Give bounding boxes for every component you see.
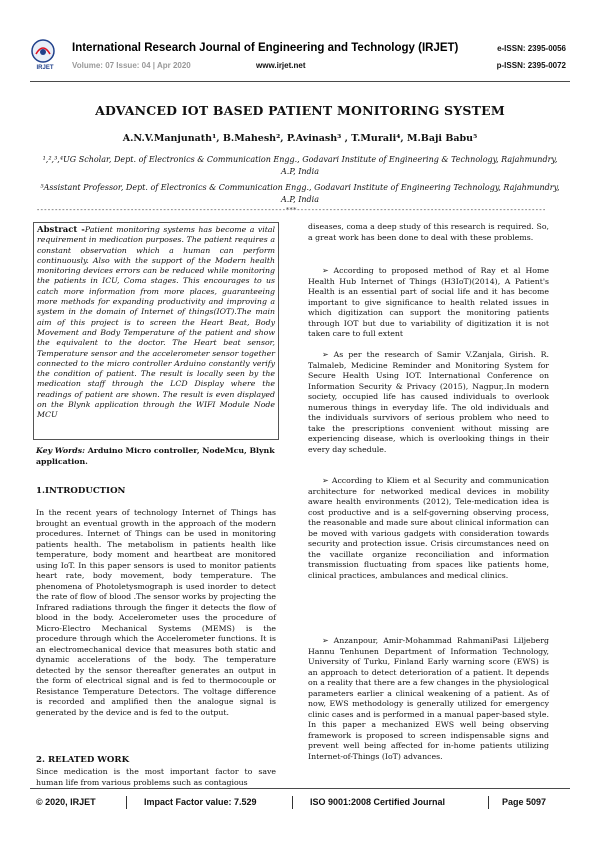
journal-name: International Research Journal of Engineering and Technology (IRJET): [72, 42, 459, 54]
keywords: [36, 446, 276, 467]
related-item-text: Anzanpour, Amir-Mohammad RahmaniPasi Liljeberg Hannu Tenhunen Department of Information Technology, University of Turku, Finland Early warning score (EWS) is an approach to detect deterioration of a patient. It depends on a reality that there are a few changes in the physiological parameters earlier a clinical weakening of a patient. As of now, EWS methodology is generally utilized for emergency clinic cases and is performed in a manual paper-based style. In this paper a mechanized EWS well being observing framework is proposed to screen indispensable signs and prevent well being affected for in-home patients utilizing Internet-of-Things (IoT) advances.: [308, 636, 549, 761]
irjet-logo-icon: [30, 38, 56, 64]
intro-heading: 1.INTRODUCTION: [36, 486, 126, 496]
related-item-kliem: [308, 476, 549, 581]
affiliation-students: ¹,²,³,⁴UG Scholar, Dept. of Electronics & Communication Engg., Godavari Institute of Engineering & Technology, Rajahmundry, A.P, India: [42, 155, 558, 176]
logo-text: IRJET: [36, 65, 54, 71]
abstract: [37, 225, 275, 421]
page-footer: [30, 794, 570, 810]
related-work-paragraph: Since medication is the most important factor to save human life from various problems such as contagious: [36, 767, 276, 787]
journal-website: www.irjet.net: [256, 61, 306, 70]
bullet-arrow-icon: ➢: [322, 350, 329, 359]
related-item-anzanpour: [308, 636, 549, 762]
related-work-heading: 2. RELATED WORK: [36, 755, 130, 765]
related-item-text: As per the research of Samir V.Zanjala, Girish. R. Talmaleb, Medicine Reminder and Monitoring System for Secure Health Using IOT. International Conference on Information Security & Privacy (2015), Nagpur,.In modern society, occupied life has caused individuals to overlook numerous things in everyday life. The old individuals and the individuals survivors of serious problem who need to take the prescriptions convenient without missing are experiencing disease, which is overlooking things in their every day schedule.: [308, 350, 549, 454]
intro-paragraph: In the recent years of technology Internet of Things has brought an eventual growth in the approach of the modern procedures. Internet of Things can be used in monitoring patients health. The metabolism in patients health like temperature, body moment and heartbeat are monitored using IoT. In this paper sensors is used to monitor patients heart rate, body movement, body temperature. The phenomena of Photoletysmograph is used inorder to detect the rate of flow of blood .The sensor works by projecting the Infrared radiations through the finger it detects the flow of blood in the body. Accelerometer uses the procedure of Micro-Electro Mechanical Systems (MEMS) is the procedure through which the Accelerometer functions. It is an electromechanical device that measures both static and dynamic accelerations of the body. The temperature detected by the sensor thereafter generates an output in the form of electrical signal and is fed to thermocouple or Resistance Temperature Detectors. The voltage difference is recorded and amplified then the analogue signal is generated by the device and is fed to the output.: [36, 508, 276, 717]
footer-copyright: © 2020, IRJET: [36, 797, 96, 807]
volume-info: Volume: 07 Issue: 04 | Apr 2020: [72, 61, 191, 70]
related-work-continued: diseases, coma a deep study of this research is required. So, a great work has been done to deal with these problems.: [308, 222, 549, 242]
footer-impact-factor: Impact Factor value: 7.529: [144, 797, 257, 807]
footer-page-number: Page 5097: [502, 797, 547, 807]
affiliation-professor: ⁵Assistant Professor, Dept. of Electronics & Communication Engg., Godavari Institute of Engineering Technology, Rajahmundry, A.P, India: [40, 183, 560, 204]
bullet-arrow-icon: ➢: [322, 476, 329, 485]
abstract-box: [33, 222, 279, 440]
p-issn: p-ISSN: 2395-0072: [496, 61, 566, 70]
related-item-zanjala: [308, 350, 549, 455]
footer-divider-3: [488, 796, 489, 809]
bullet-arrow-icon: ➢: [322, 266, 329, 275]
paper-title: ADVANCED IOT BASED PATIENT MONITORING SYSTEM: [95, 103, 505, 118]
footer-iso: ISO 9001:2008 Certified Journal: [310, 797, 446, 807]
abstract-text: Patient monitoring systems has become a vital requirement in medication purposes. The patient requires a constant observation which a human can perform continuously. Also with the support of the Modern health monitoring devices errors can be reduced while monitoring the patients in ICU, Coma stages. This encourages to us catch more information from more places, guaranteeing more methods for expanding productivity and improving a system in the domain of Internet of things(IOT).The main aim of this project is to screen the Heart Beat, Body Movement and Body Temperature of the patient and show the equivalent to the doctor. The Heart beat sensor, Temperature sensor and the accelerometer sensor together connected to the micro controller Arduino constantly verify the condition of patient. The result is locally seen by the medication staff through the LCD Display where the readings of patient are shown. The result is even displayed on the Blynk application through the WIFI Module Node MCU: [37, 225, 275, 420]
keywords-label: Key Words:: [36, 446, 85, 455]
section-separator: ---------------------------------------------------------------------***---------------------------------------------------------------------: [36, 206, 546, 214]
paper-authors: A.N.V.Manjunath¹, B.Mahesh², P.Avinash³ , T.Murali⁴, M.Baji Babu⁵: [122, 133, 478, 144]
abstract-label: Abstract -: [37, 225, 85, 235]
footer-divider-1: [126, 796, 127, 809]
e-issn: e-ISSN: 2395-0056: [497, 44, 566, 53]
footer-divider: [30, 788, 570, 789]
bullet-arrow-icon: ➢: [322, 636, 329, 645]
related-item-text: According to proposed method of Ray et al Home Health Hub Internet of Things (H3IoT)(2014), A Patient's Health is an essential part of social life and it has become important to give significance to health related issues in which digitization can support the monitoring patients through IOT but due to variability of digitization it is not taken care to full extent: [308, 266, 549, 338]
keywords-text: Arduino Micro controller, NodeMcu, Blynk application.: [36, 446, 275, 466]
header-divider: [30, 81, 570, 82]
journal-header: [30, 38, 570, 83]
footer-divider-2: [292, 796, 293, 809]
related-item-ray: [308, 266, 549, 340]
related-item-text: According to Kliem et al Security and communication architecture for networked medical devices in mobility aware health environments (2012), Tele-medication idea is cost productive and is a self-governing observing process, the reasonable and made sure about clinical information can be moved with various gadgets with consideration towards security and protection issue. Crisis circumstances need on the vacillate organize reconciliation and information transmission fluctuating from spaces like patients home, clinical practices, ambulances and medical clinics.: [308, 476, 549, 580]
